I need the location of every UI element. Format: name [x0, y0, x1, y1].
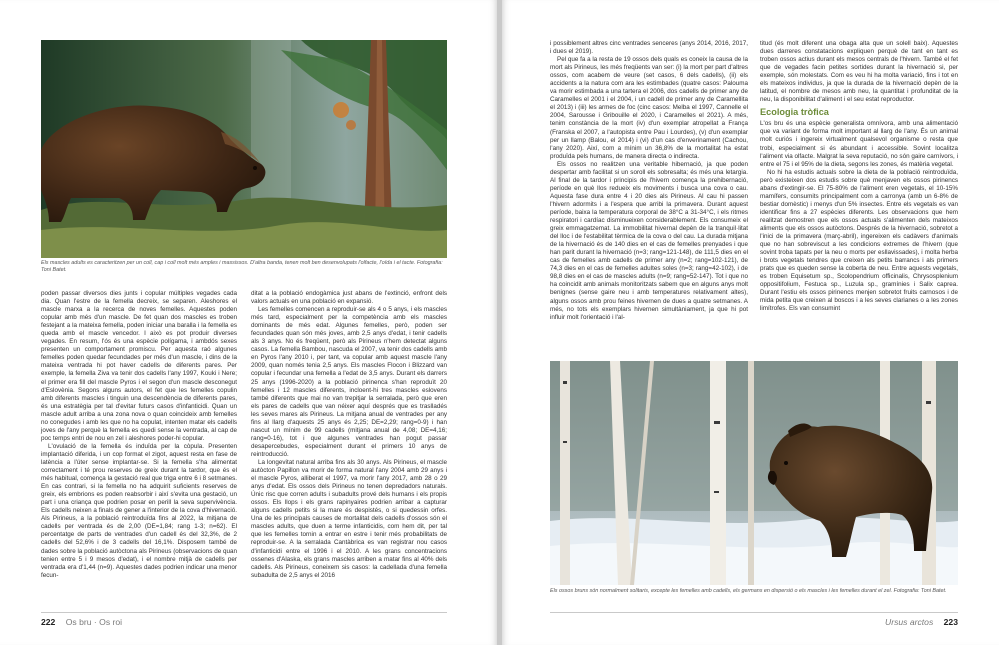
left-column-2	[251, 290, 447, 580]
paragraph: ditat a la població endogàmica just abans de l'extinció, enfront dels valors actuals en una població en expansió.	[251, 290, 447, 306]
paragraph: No hi ha estudis actuals sobre la dieta de la població reintroduïda, però existeixen dos estudis sobre què menjaven els ossos pirinencs abans d'extingir-se. El 75-80% de l'aliment eren vegetals, el 10-15% mamífers, consumits principalment com a carronya (amb un 6-8% de bestiar domèstic) i menys d'un 5% insectes. Entre els vegetals es van identificar fins a 27 espècies diferents. Les observacions que hem realitzat demostren que els ossos actuals s'alimenten dels mateixos aliments que els ossos autòctons. Després de la hivernació, sobretot a l'inici de la primavera (març-abril), ingereixen els cadàvers d'animals que no han sobreviscut a les condicions extremes de l'hivern (que sovint troba tapats per la neu o morts per esllavissades), i molta herba i brots vegetals tendres que creixen als petits barrancs i als primers prats que es queden sense la coberta de neu. Entre aquests vegetals, es troben Equisetum sp., Scolopendrium officinalis, Chrysosplenium oppositifolium, Festuca sp., Luzula sp., gramínies i Salix caprea. Durant l'estiu els ossos pirinencs menjen sobretot fruits carnosos i de mida petita que creixen al boscos i a les seves clarianes o a les zones limítrofes. Els van consumint	[760, 168, 958, 313]
paragraph: Els ossos no realitzen una veritable hibernació, ja que poden despertar amb facilitat si un soroll els sobresalta; és més una letargia. Al final de la tardor i principis de l'hivern comença la prehibernació, període en què llos redueix els moviments i busca una cova o cau. Aquesta fase dura entre 4 i 20 dies als Pirineus. Al cau hi passen l'hivern adormits i a l'espera que arribi la primavera. Durant aquest període, baixa la temperatura corporal de 38°C a 31-34°C, i els ritmes respiratori i cardíac disminueixen considerablement. Els consumeix el greix emmagatzemat. La immobilitat hivernal depèn de la tranquil·litat del lloc i de l'estabilitat tèrmica de la cova o del cau. La durada mitjana de la hivernació és de 140 dies en el cas de femelles prenyades i que han parit durant la hivernació (n=3; rang=121-148), de 111,5 dies en el cas de femelles amb cadells de primer any (n=2; rang=102-121), de 74,3 dies en el cas de femelles adultes soles (n=3; rang=42-102), i de 98,8 dies en el cas de mascles adults (n=9; rang=52-147). Tot i que no ha coincidit amb animals monitoritzats sabem que en alguns anys molt benignes (sense gaire neu i amb temperatures relativament altes), alguns ossos amb prou feines hivernen de dues a quatre setmanes. A més, no tots els exemplars hivernen simultàniament, ja que hi pot influir molt l'orientació i l'al-	[550, 160, 748, 321]
paragraph: La longevitat natural arriba fins als 30 anys. Als Pirineus, el mascle autòcton Papillon va morir de forma natural l'any 2004 amb 29 anys i el mascle Pyros, alliberat el 1997, va morir l'any 2017, amb 28 o 29 anys d'edat. Els ossos dels Pirineus no tenen depredadors naturals. Únic risc que corren adults i subadults prové dels humans i els propis ossos. Els llops i els grans rapinyaires podrien arribar a capturar alguns cadells petits si la mare és despistés, o si quedessin orfes. Una de les principals causes de mortalitat dels cadells d'ossos són el mascles adults, que duen a terme infanticidis, com hem dit, per tal que les femelles tornin a entrar en estre i tenir més probabilitats de reproduir-se. A la serralada Cantàbrica es van registrar nou casos d'infanticidi entre el 1996 i el 2010. A les grans concentracions ossenes d'Alaska, els grans mascles arriben a matar fins al 40% dels cadells. Als Pirineus, coneixem sis casos: la cadellada d'una femella subadulta de 2,5 anys el 2016	[251, 458, 447, 579]
paragraph: poden passar diversos dies junts i copular múltiples vegades cada dia. Quan l'estre de la femella decreix, se separen. Aleshores el mascle marxa a la recerca de noves femelles. Aquestes poden copular amb més d'un mascle. De fet quan dos mascles es troben festejant a la mateixa femella, poden iniciar una baralla i la femella es queda amb el mascle vencedor. I això es pot produir diverses vegades. En resum, l'ós és una espècie polígama, i ambdós sexes presenten un comportament promiscu. Per aquesta raó algunes femelles poden quedar fecundades per més d'un mascle, i dins de la mateixa ventrada hi pot haver cadells de diferents pares. Per exemple, la femella Ziva va tenir dos cadells l'any 1997, Kouki i Nere; el primer era fill del mascle Pyros i el segon d'un mascle desconegut d'Eslovènia. Segons alguns autors, el fet que les femelles copulin amb diferents mascles i tinguin una descendència de diferents pares, és una estratègia per tal d'evitar futurs casos d'infanticidi. Quan un mascle adult arriba a una zona nova o quan coincideix amb femelles no conegudes i amb les que no ha copulat, intenten matar els cadells joves de l'any perquè la femella es quedi sense la ventrada, al cap de poc temps entri de nou en zel i aleshores poder-hi copular.	[41, 290, 237, 442]
right-column-2	[760, 40, 958, 314]
snow-photo-illustration	[550, 361, 958, 585]
page-number: 223	[943, 617, 958, 627]
brown-bear-snow-birch-photo	[550, 361, 958, 585]
paragraph: L'ovulació de la femella és induïda per la còpula. Presenten implantació diferida, i un cop format el zigot, aquest resta en fase de latència a l'úter sense implantar-se. Si la femella s'ha alimentat correctament i té prou reserves de greix durant la tardor, que és el més habitual, comença la gestació real que triga entre 6 i 8 setmanes. En cas contrari, si la femella no ha adquirit suficients reserves de greix, els embrions es poden reabsorbir i així s'evita una gestació, un part i una criança que podrien posar en perill la seva supervivència. Els cadells neixen a finals de gener a l'interior de la cova d'hivernació. Als Pirineus, a la població reintroduïda fins al 2022, la mitjana de cadells per ventrada és de 2,00 (DE=1,84; rang 1-3; n=62). El percentatge de parts de ventrades d'un cadell és del 32,3%, de 2 cadells del 52,6% i de 3 cadells del 16,1%. Disposem també de dades sobre la població autòctona als Pirineus (observacions de quan tenien entre 5 i 9 mesos d'edat), i el nombre mitjà de cadells per ventrada era d'1,44 (n=9). Aquestes dades podrien indicar una menor fecun-	[41, 442, 237, 579]
forest-photo-illustration	[41, 40, 447, 258]
left-column-1	[41, 290, 237, 580]
running-header: Os bru · Os roi	[65, 617, 123, 627]
right-photo-caption: Els ossos bruns són normalment solitaris, excepte les femelles amb cadells, els germans en dispersió o els mascles i les femelles durant el zel. Fotografia: Toni Batet.	[550, 588, 947, 594]
left-footer	[41, 612, 447, 631]
right-column-1	[550, 40, 748, 322]
brown-bear-forest-photo	[41, 40, 447, 258]
right-page	[502, 0, 999, 645]
section-heading: Ecologia tròfica	[760, 107, 829, 118]
running-header: Ursus arctos	[885, 617, 934, 627]
paragraph: Pel que fa a la resta de 19 ossos dels quals es coneix la causa de la mort als Pirineus, les més freqüents van ser: (i) la mort per part d'altres ossos, com acabem de veure (set casos, 6 dels cadells), (ii) els accidents a la natura com ara les estimbades (quatre casos: Paloumа va morir estimbada a una tartera el 2006, dos cadells de primer any de Caramelles el 2001 i el 2004, i un cadell de primer any de Caramellita el 2013) i (iii) les armes de foc (cinc casos: Melba el 1997, Cannelle el 2004, Sarousse i Gribouille el 2020, i Caramelles el 2021). A més, tenim constància de la mort (iv) d'un exemplar atropellat a França (Franska el 2007, a l'autopista entre Pau i Lourdes), (v) d'un exemplar per un llamp (Balou, el 2014) i (vi) d'un cas d'enverinament (Cachou, l'any 2020). Així, com a mínim un 36,8% de la mortalitat ha estat produïda pels humans, de manera directa o indirecta.	[550, 56, 748, 160]
paragraph: i possiblement altres cinc ventrades senceres (anys 2014, 2016, 2017, i dues el 2019).	[550, 40, 748, 56]
page-number: 222	[41, 617, 56, 627]
left-photo-caption: Els mascles adults es caracteritzen per un coll, cap i coll molt més amples i massissos. D'altra banda, tenen molt ben desenvolupats l'olfacte, l'oïda i el tacte. Fotografia: Toni Batet.	[41, 260, 443, 273]
right-footer	[550, 612, 958, 631]
paragraph: L'os bru és una espècie generalista omnívora, amb una alimentació que va variant de forma molt important al llarg de l'any. És un animal molt curiós i ingereix virtualment qualsevol organisme o resta que trobi, especialment si és abundant i accessible. Sovint localitza l'aliment via olfacte. Malgrat la seva reputació, no són gaire carnívors, i entre el 75 i el 95% de la dieta, segons les zones, és matèria vegetal.	[760, 120, 958, 168]
left-page	[0, 0, 497, 645]
paragraph: titud (és molt diferent una obaga alta que un solell baix). Aquestes dues darreres constatacions expliquen perquè de tant en tant es troben ossos actius durant els mesos centrals de l'hivern. També el fet que de vegades facin petites sortides durant la hivernació si, per exemple, són molestats. Com es veu hi ha molta variació, fins i tot en els mateixos individus, ja que la durada de la hivernació depèn de la latitud, el nombre de mesos amb neu, la quantitat i profunditat de la neu, la disponibilitat d'aliment i el seu estat reproductor.	[760, 40, 958, 104]
paragraph: Les femelles comencen a reproduir-se als 4 o 5 anys, i els mascles més tard, especialment per la competència amb els mascles dominants de més edat. Algunes femelles, però, poden ser fecundades quan són més joves, amb 2,5 anys d'edat, i tenir cadells als 3 anys. No és freqüent, però als Pirineus n'hem detectat alguns casos. La femella Bambou, nascuda el 2007, va tenir dos cadells amb en Pyros l'any 2010 i, per tant, va copular amb aquest mascle l'any 2009, quan només tenia 2,5 anys. Els mascles Flocon i Blizzard van copular i fecundar una femella a l'edat de 3,5 anys. Durant els darrers 25 anys (1996-2020) a la població pirinenca s'han reproduït 20 femelles i 12 mascles diferents, incloent-hi tres mascles eslovens també diferents que mai no van trepitjar la serralada, però que eren els pares de cadells que van néixer aquí després que es traslladés les seves mares als Pirineus. La mitjana anual de ventrades per any fins al llarg d'aquests 25 anys és 2,25; DE=2,29; rang=0-9) i han nascut un mínim de 99 cadells (mitjana anual de 4,08; DE=4,16; rang=0-16), tot i que algunes ventrades han pogut passar desapercebudes, especialment durant el primers 10 anys de reintroducció.	[251, 306, 447, 458]
